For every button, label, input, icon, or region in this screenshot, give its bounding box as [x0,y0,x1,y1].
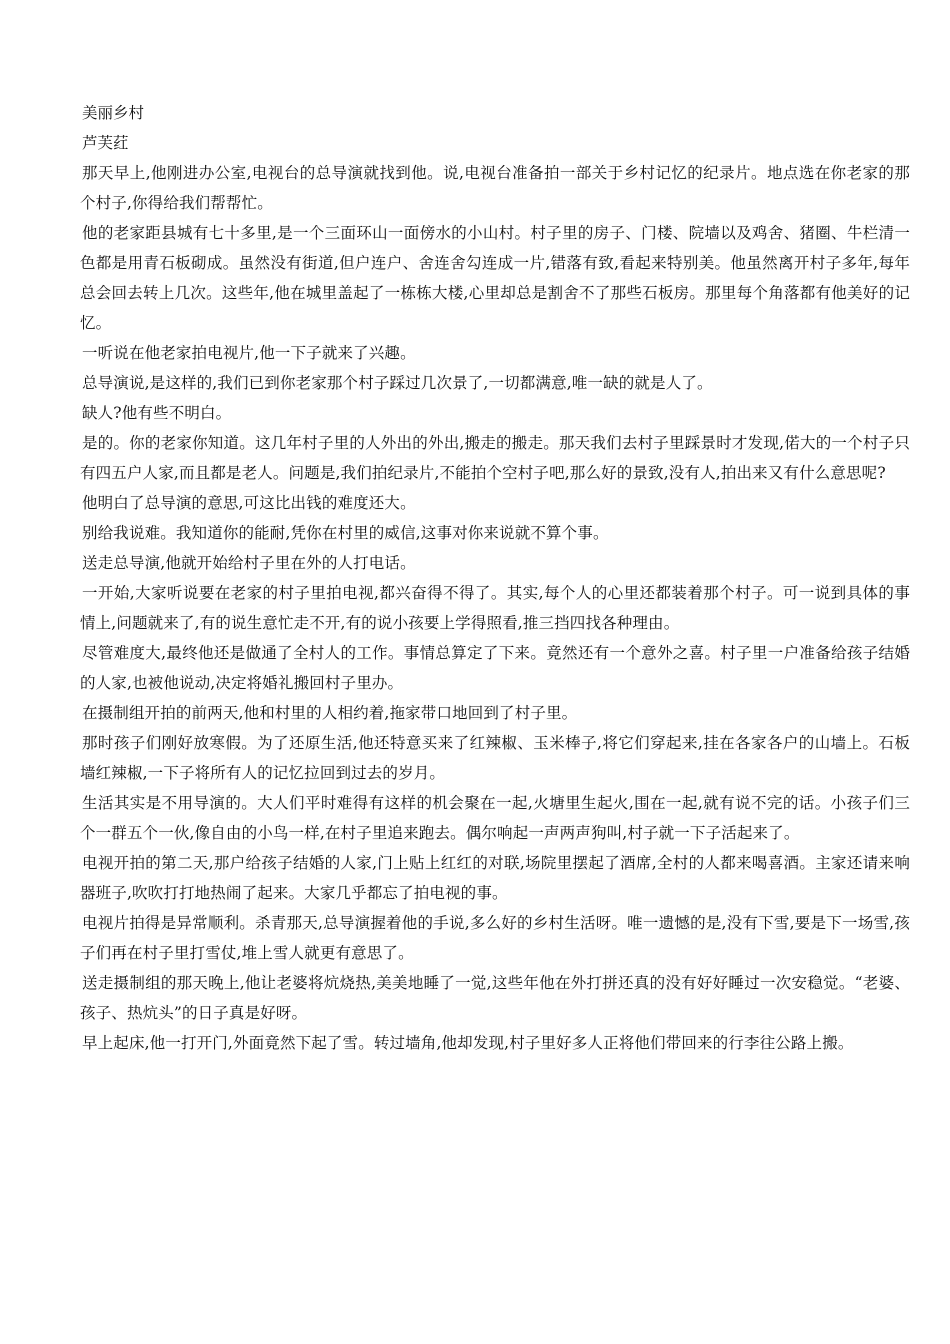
story-body [80,158,910,1058]
paragraph: 一开始,大家听说要在老家的村子里拍电视,都兴奋得不得了。其实,每个人的心里还都装着那个村子。可一说到具体的事情上,问题就来了,有的说生意忙走不开,有的说小孩要上学得照看,推三挡四找各种理由。 [80,584,910,632]
story-title: 美丽乡村 [82,104,145,122]
paragraph: 生活其实是不用导演的。大人们平时难得有这样的机会聚在一起,火塘里生起火,围在一起,就有说不完的话。小孩子们三个一群五个一伙,像自由的小鸟一样,在村子里追来跑去。偶尔响起一声两声狗叫,村子就一下子活起来了。 [80,794,910,842]
paragraph: 电视片拍得是异常顺利。杀青那天,总导演握着他的手说,多么好的乡村生活呀。唯一遗憾的是,没有下雪,要是下一场雪,孩子们再在村子里打雪仗,堆上雪人就更有意思了。 [80,914,910,962]
story-author: 芦芙荭 [82,134,129,152]
paragraph: 他明白了总导演的意思,可这比出钱的难度还大。 [82,494,416,512]
paragraph: 一听说在他老家拍电视片,他一下子就来了兴趣。 [82,344,416,362]
paragraph: 在摄制组开拍的前两天,他和村里的人相约着,拖家带口地回到了村子里。 [82,704,578,722]
paragraph: 那时孩子们刚好放寒假。为了还原生活,他还特意买来了红辣椒、玉米棒子,将它们穿起来,挂在各家各户的山墙上。石板墙红辣椒,一下子将所有人的记忆拉回到过去的岁月。 [80,734,910,782]
paragraph: 总导演说,是这样的,我们已到你老家那个村子踩过几次景了,一切都满意,唯一缺的就是人了。 [82,374,713,392]
paragraph: 早上起床,他一打开门,外面竟然下起了雪。转过墙角,他却发现,村子里好多人正将他们带回来的行李往公路上搬。 [82,1034,854,1052]
paragraph: 送走总导演,他就开始给村子里在外的人打电话。 [82,554,416,572]
paragraph: 缺人?他有些不明白。 [82,404,232,422]
paragraph: 电视开拍的第二天,那户给孩子结婚的人家,门上贴上红红的对联,场院里摆起了酒席,全村的人都来喝喜酒。主家还请来响器班子,吹吹打打地热闹了起来。大家几乎都忘了拍电视的事。 [80,854,910,902]
document-page [80,98,910,1058]
paragraph: 送走摄制组的那天晚上,他让老婆将炕烧热,美美地睡了一觉,这些年他在外打拼还真的没有好好睡过一次安稳觉。“老婆、孩子、热炕头”的日子真是好呀。 [80,974,910,1022]
paragraph: 是的。你的老家你知道。这几年村子里的人外出的外出,搬走的搬走。那天我们去村子里踩景时才发现,偌大的一个村子只有四五户人家,而且都是老人。问题是,我们拍纪录片,不能拍个空村子吧,那么好的景致,没有人,拍出来又有什么意思呢? [80,434,910,482]
paragraph: 尽管难度大,最终他还是做通了全村人的工作。事情总算定了下来。竟然还有一个意外之喜。村子里一户准备给孩子结婚的人家,也被他说动,决定将婚礼搬回村子里办。 [80,644,910,692]
paragraph: 那天早上,他刚进办公室,电视台的总导演就找到他。说,电视台准备拍一部关于乡村记忆的纪录片。地点选在你老家的那个村子,你得给我们帮帮忙。 [80,164,910,212]
paragraph: 别给我说难。我知道你的能耐,凭你在村里的威信,这事对你来说就不算个事。 [82,524,609,542]
paragraph: 他的老家距县城有七十多里,是一个三面环山一面傍水的小山村。村子里的房子、门楼、院墙以及鸡舍、猪圈、牛栏清一色都是用青石板砌成。虽然没有街道,但户连户、舍连舍勾连成一片,错落有致,看起来特别美。他虽然离开村子多年,每年总会回去转上几次。这些年,他在城里盖起了一栋栋大楼,心里却总是割舍不了那些石板房。那里每个角落都有他美好的记忆。 [80,224,910,332]
